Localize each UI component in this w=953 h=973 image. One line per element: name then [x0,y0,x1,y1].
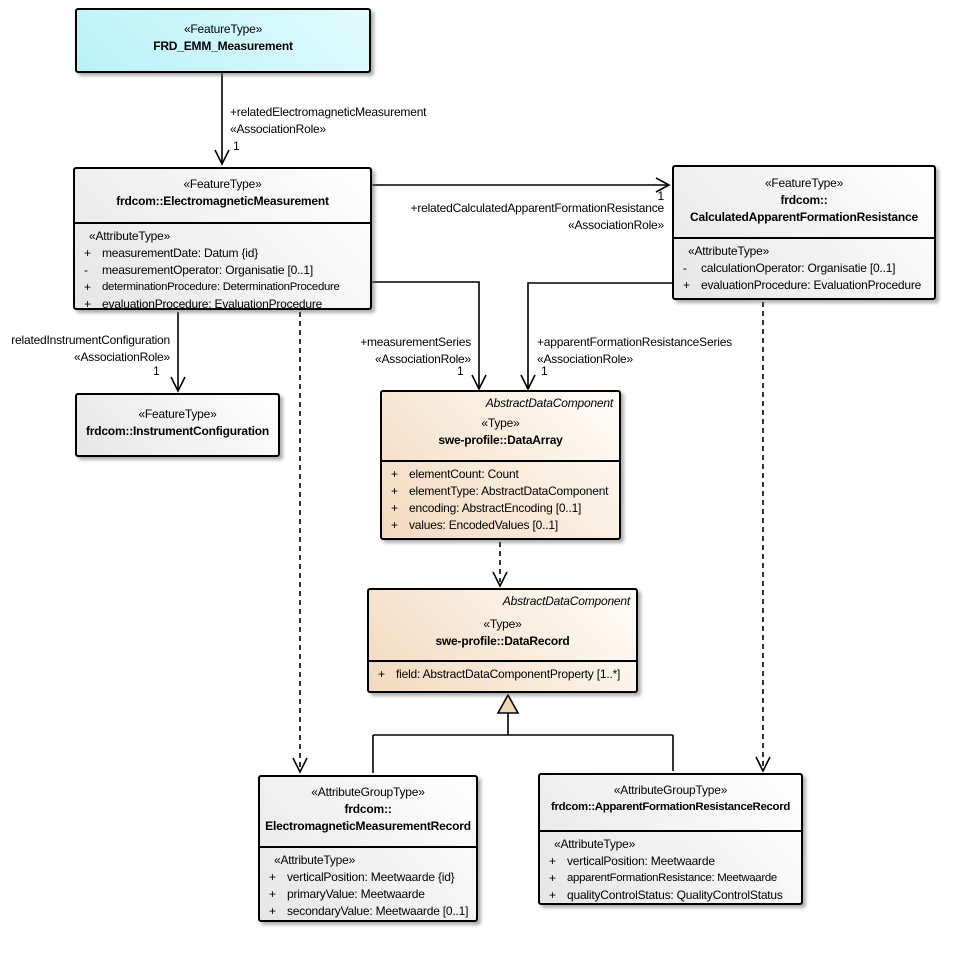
attribute-row [75,262,370,279]
association-role-stereotype: «AssociationRole» [537,351,633,366]
association-role-stereotype: «AssociationRole» [74,349,170,364]
stereotype-label: «Type» [481,416,520,430]
visibility: + [683,278,690,292]
visibility: + [84,246,91,260]
class-name: frdcom::ApparentFormationResistanceRecord [551,801,790,813]
attribute-compartment [75,222,370,313]
multiplicity: 1 [657,189,664,203]
association-related-electromagnetic-measurement [215,73,229,164]
visibility: + [549,854,556,868]
attribute-compartment [260,846,476,920]
visibility: + [269,887,276,901]
class-name-line2: ElectromagneticMeasurementRecord [265,819,471,833]
attribute-row [540,887,801,904]
association-related-calculated-apparent-formation-resistance [372,178,669,192]
association-role-name: +apparentFormationResistanceSeries [537,335,732,349]
visibility: + [84,280,91,294]
stereotype-label: «FeatureType» [138,407,217,421]
attribute-text: values: EncodedValues [0..1] [409,518,558,532]
class-name-line1: frdcom:: [344,802,392,816]
parent-class-label: AbstractDataComponent [485,396,613,410]
attribute-row [382,500,619,517]
attribute-text: evaluationProcedure: EvaluationProcedure [102,297,323,311]
visibility: + [378,667,385,681]
attribute-text: verticalPosition: Meetwaarde [567,854,715,868]
association-role-name: +relatedElectromagneticMeasurement [230,105,427,119]
visibility: + [269,870,276,884]
multiplicity: 1 [233,139,240,153]
visibility: - [84,263,88,277]
class-name: FRD_EMM_Measurement [153,39,293,53]
class-name: frdcom::ElectromagneticMeasurement [116,194,329,208]
multiplicity: 1 [541,364,548,378]
class-name: swe-profile::DataArray [438,433,563,447]
association-role-name: +measurementSeries [360,335,471,349]
attribute-row [540,853,801,870]
dependency-cafr-afrrecord [756,302,770,771]
class-datarecord [367,588,638,693]
attribute-stereotype: «AttributeType» [554,837,636,851]
class-instrument-configuration [75,393,280,457]
attribute-text: primaryValue: Meetwaarde [287,887,425,901]
association-related-instrument-configuration [171,312,185,391]
association-role-stereotype: «AssociationRole» [375,351,471,366]
class-name: frdcom::InstrumentConfiguration [85,424,270,438]
visibility: + [549,888,556,902]
association-role-stereotype: «AssociationRole» [230,121,326,136]
attribute-text: measurementOperator: Organisatie [0..1] [102,263,313,277]
association-role-name: relatedInstrumentConfiguration [11,333,170,347]
class-apparent-formation-resistance-record [538,773,803,905]
multiplicity: 1 [457,364,464,378]
attribute-row [369,666,636,683]
attribute-row [260,903,476,920]
class-calculated-apparent-formation-resistance [672,165,936,300]
attribute-compartment [674,237,934,294]
attribute-stereotype: «AttributeType» [89,229,171,243]
visibility: + [391,467,398,481]
attribute-row [674,277,934,294]
attribute-text: field: AbstractDataComponentProperty [1..*] [396,667,621,681]
attribute-row [674,260,934,277]
attribute-text: calculationOperator: Organisatie [0..1] [701,261,896,275]
dependency-dataarray-datarecord [493,542,507,586]
label-apparent-formation-resistance-series [537,334,732,367]
class-electromagnetic-measurement-record [258,775,478,922]
class-electromagnetic-measurement [73,167,372,310]
attribute-text: encoding: AbstractEncoding [0..1] [409,501,582,515]
visibility: + [84,297,91,311]
class-dataarray [380,390,621,540]
stereotype-label: «FeatureType» [764,176,844,190]
attribute-row [75,296,370,313]
stereotype-label: «Type» [483,617,522,631]
attribute-row [540,870,801,887]
class-name-line1: frdcom:: [780,193,828,207]
attribute-text: elementCount: Count [409,467,519,481]
attribute-compartment [369,660,636,683]
attribute-row [382,483,619,500]
stereotype-label: «FeatureType» [183,22,263,36]
visibility: + [269,904,276,918]
generalization-datarecord [373,695,673,773]
label-measurement-series [271,334,471,367]
attribute-row [260,886,476,903]
label-related-calculated-apparent-formation-resistance [364,200,664,233]
attribute-compartment [382,460,619,534]
attribute-row [382,466,619,483]
label-related-instrument-configuration [0,332,170,365]
attribute-stereotype: «AttributeType» [274,853,356,867]
dependency-em-emrecord [293,312,307,772]
attribute-row [75,279,370,296]
stereotype-label: «AttributeGroupType» [311,785,425,799]
class-name: swe-profile::DataRecord [435,634,570,648]
attribute-text: apparentFormationResistance: Meetwaarde [567,872,777,884]
stereotype-label: «AttributeGroupType» [613,783,728,797]
attribute-text: secondaryValue: Meetwaarde [0..1] [287,904,469,918]
attribute-compartment [540,830,801,904]
multiplicity: 1 [153,364,160,378]
stereotype-label: «FeatureType» [183,177,262,191]
attribute-text: evaluationProcedure: EvaluationProcedure [701,278,922,292]
attribute-text: determinationProcedure: DeterminationProcedure [102,281,340,293]
attribute-row [260,869,476,886]
visibility: + [391,501,398,515]
class-frd-emm-measurement [75,8,371,73]
attribute-text: qualityControlStatus: QualityControlStatus [567,888,783,902]
visibility: - [683,261,687,275]
visibility: + [391,518,398,532]
attribute-row [75,245,370,262]
visibility: + [549,871,556,885]
attribute-text: verticalPosition: Meetwaarde {id} [287,870,455,884]
attribute-text: measurementDate: Datum {id} [102,246,259,260]
attribute-text: elementType: AbstractDataComponent [409,484,609,498]
visibility: + [391,484,398,498]
attribute-stereotype: «AttributeType» [688,244,770,258]
association-role-name: +relatedCalculatedApparentFormationResistance [410,201,664,215]
label-related-electromagnetic-measurement [230,104,426,137]
class-name-line2: CalculatedApparentFormationResistance [690,210,918,224]
parent-class-label: AbstractDataComponent [502,594,630,608]
association-role-stereotype: «AssociationRole» [568,217,664,232]
attribute-row [382,517,619,534]
